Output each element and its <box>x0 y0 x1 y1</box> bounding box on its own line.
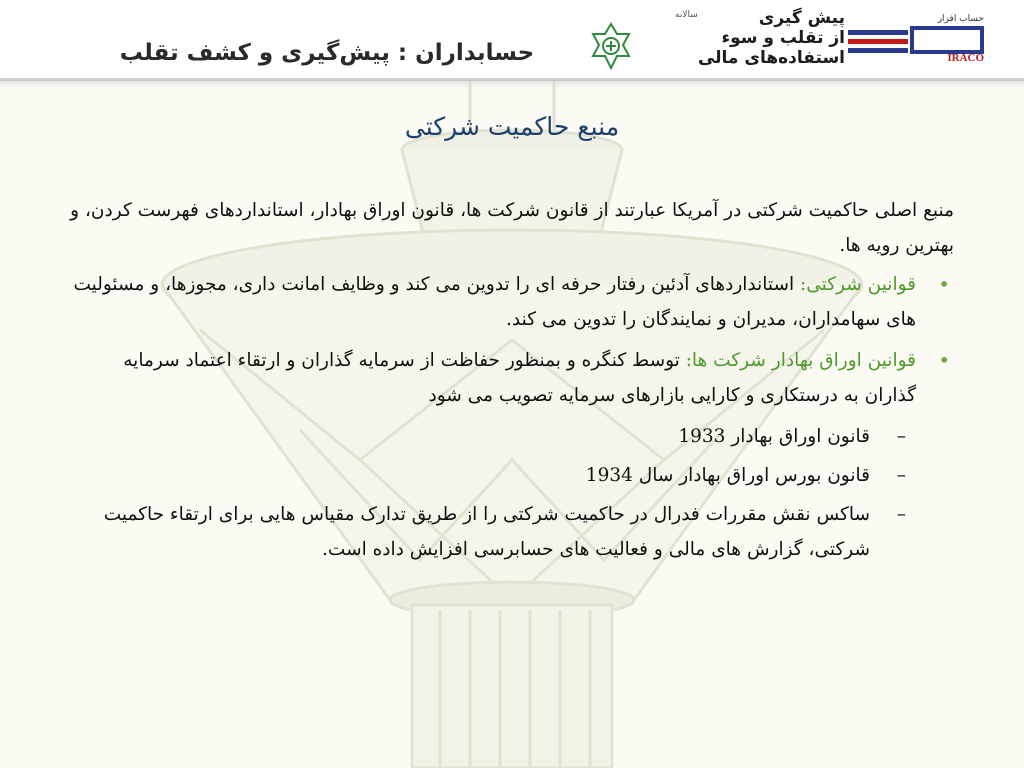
bullet-dot-icon: • <box>938 272 950 296</box>
dash-icon: – <box>896 426 906 447</box>
header-banner <box>0 0 1024 81</box>
header-shadow <box>0 78 1024 88</box>
subitem-1933-act <box>70 419 960 454</box>
bullet-lead: قوانین اوراق بهادار شرکت ها: <box>685 350 916 371</box>
campaign-line-2: از تقلب و سوء <box>721 28 845 48</box>
campaign-badge: سالانه <box>675 10 698 20</box>
tehran-municipality-emblem-icon <box>586 22 636 72</box>
bullet-text: توسط کنگره و بمنظور حفاظت از سرمایه گذاران و ارتقاء اعتماد سرمایه گذاران به درستکاری و کارایی بازارهای سرمایه تصویب می شود <box>123 350 916 406</box>
subitem-text: ساکس نقش مقررات فدرال در حاکمیت شرکتی را از طریق تدارک مقیاس هایی برای ارتقاء حاکمیت شرکتی، گزارش های مالی و فعالیت های حسابرسی افزایش داده است. <box>103 504 870 560</box>
bullet-securities-law <box>70 343 960 413</box>
campaign-logo <box>665 8 845 70</box>
iraco-logo <box>848 14 988 64</box>
subitem-text: قانون اوراق بهادار 1933 <box>678 426 870 447</box>
dash-icon: – <box>896 504 906 525</box>
bullet-corporate-law <box>70 267 960 337</box>
header-title: حسابداران : پیش‌گیری و کشف تقلب <box>119 40 535 66</box>
intro-paragraph: منبع اصلی حاکمیت شرکتی در آمریکا عبارتند از قانون شرکت ها، قانون اوراق بهادار، استانداردهای فهرست کردن، و بهترین رویه ها. <box>70 200 954 256</box>
bullet-dot-icon: • <box>938 348 950 372</box>
iraco-name: IRACO <box>947 52 984 64</box>
subitem-text: قانون بورس اوراق بهادار سال 1934 <box>585 465 870 486</box>
campaign-line-3: استفاده‌های مالی <box>697 48 845 68</box>
campaign-line-1: پیش گیری <box>758 8 845 28</box>
slide-title: منبع حاکمیت شرکتی <box>404 112 620 141</box>
dash-icon: – <box>896 465 906 486</box>
iraco-tagline: حساب افزار <box>937 14 984 24</box>
slide-content <box>70 193 960 571</box>
subitem-1934-act <box>70 458 960 493</box>
subitem-sox <box>70 497 960 567</box>
bullet-lead: قوانین شرکتی: <box>800 274 916 295</box>
bullet-text: استانداردهای آدئین رفتار حرفه ای را تدوین می کند و وظایف امانت داری، مجوزها، و مسئولیت های سهامداران، مدیران و نمایندگان را تدوین می کند. <box>73 274 916 330</box>
